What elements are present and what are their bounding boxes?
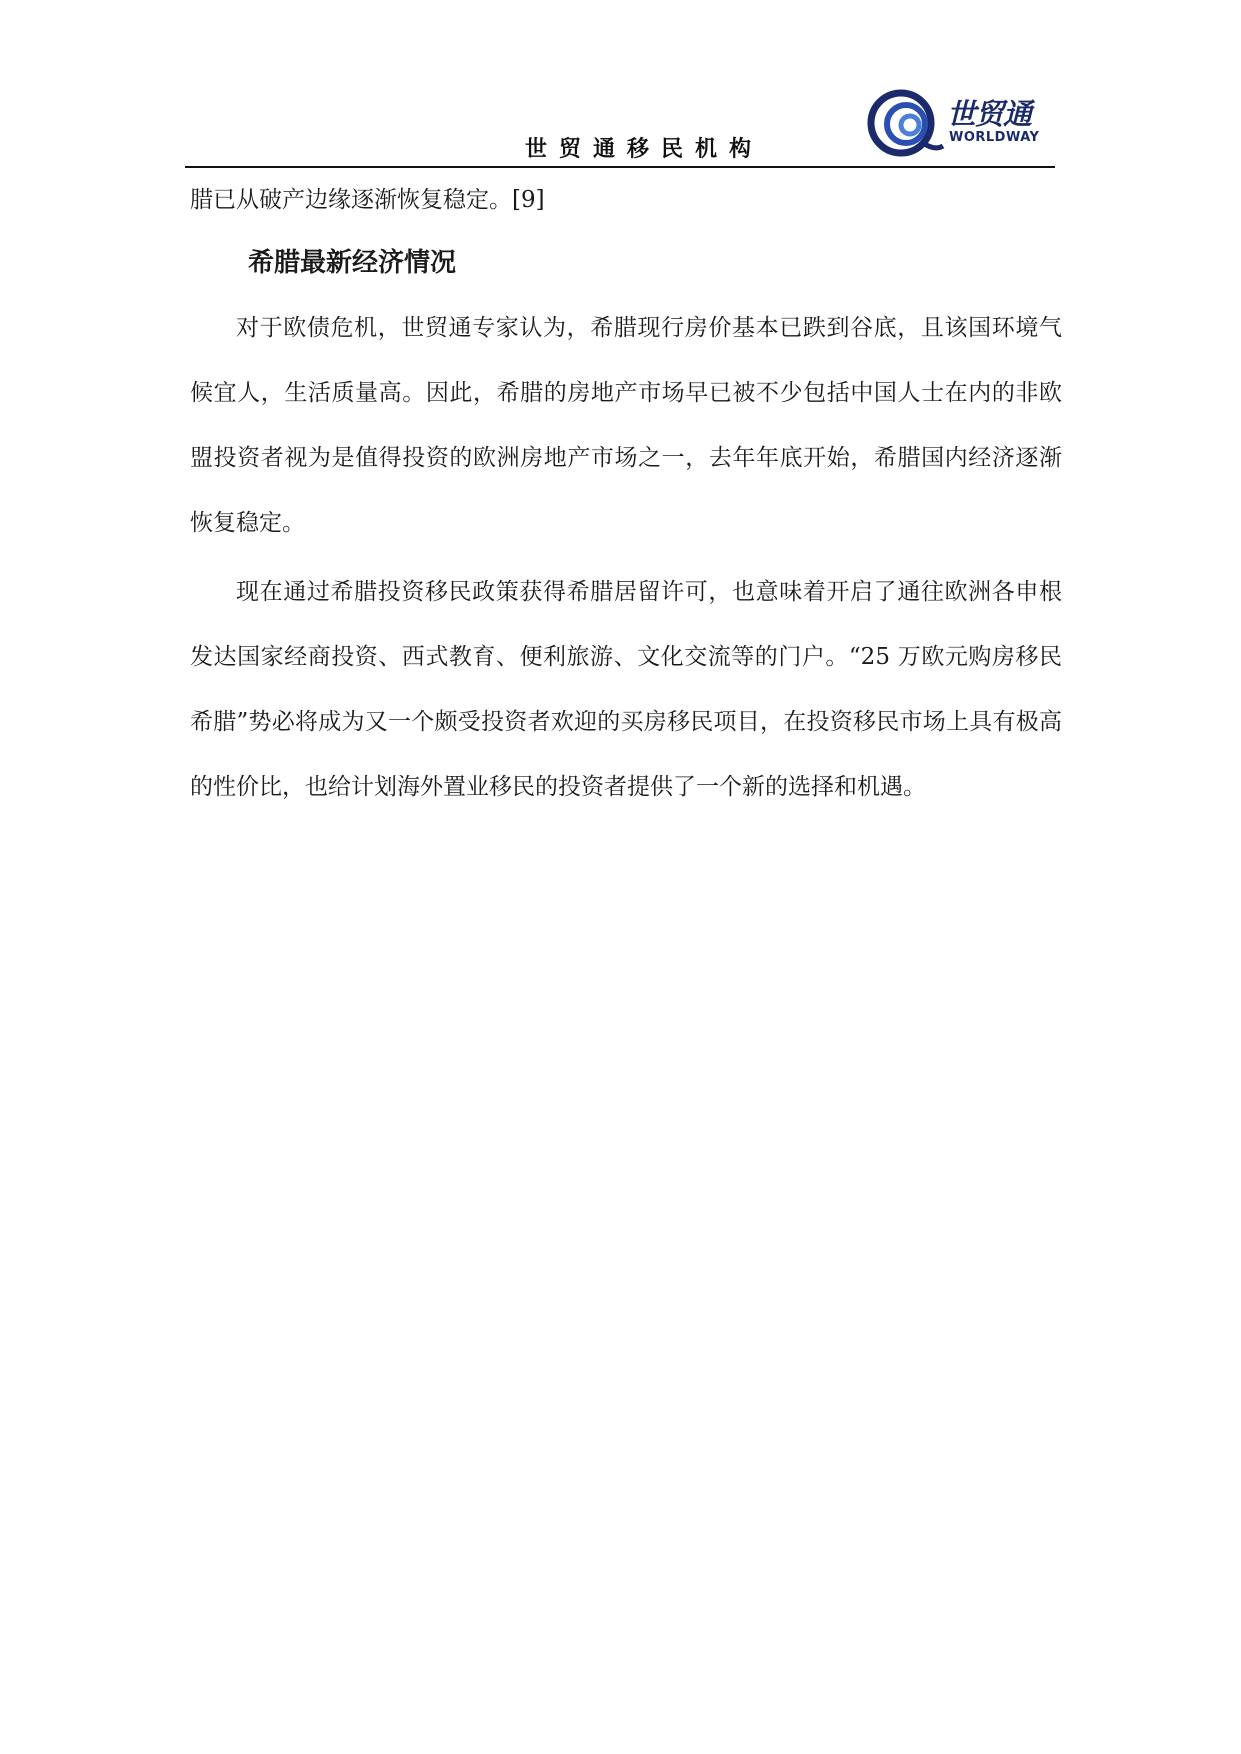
logo-cn-text: 世贸通 bbox=[947, 97, 1032, 131]
continued-text: 腊已从破产边缘逐渐恢复稳定。[9] bbox=[190, 187, 545, 213]
section-heading: 希腊最新经济情况 bbox=[248, 248, 457, 278]
header-title: 世贸通移民机构 bbox=[525, 137, 764, 162]
page-header bbox=[185, 80, 1055, 168]
logo-en-text: WORLDWAY bbox=[949, 130, 1040, 145]
paragraph-1: 对于欧债危机，世贸通专家认为，希腊现行房价基本已跌到谷底，且该国环境气候宜人，生活质量高。因此，希腊的房地产市场早已被不少包括中国人士在内的非欧盟投资者视为是值得投资的欧洲房地产市场之一，去年年底开始，希腊国内经济逐渐恢复稳定。 bbox=[190, 315, 1062, 536]
document-body bbox=[190, 176, 1062, 824]
worldway-logo bbox=[865, 88, 1060, 158]
paragraph-2: 现在通过希腊投资移民政策获得希腊居留许可，也意味着开启了通往欧洲各申根发达国家经商投资、西式教育、便利旅游、文化交流等的门户。“25 万欧元购房移民希腊”势必将成为又一个颇受投资者欢迎的买房移民项目，在投资移民市场上具有极高的性价比，也给计划海外置业移民的投资者提供了一个新的选择和机遇。 bbox=[190, 579, 1062, 800]
logo-rings-icon bbox=[865, 88, 945, 158]
header-divider bbox=[185, 166, 1055, 168]
